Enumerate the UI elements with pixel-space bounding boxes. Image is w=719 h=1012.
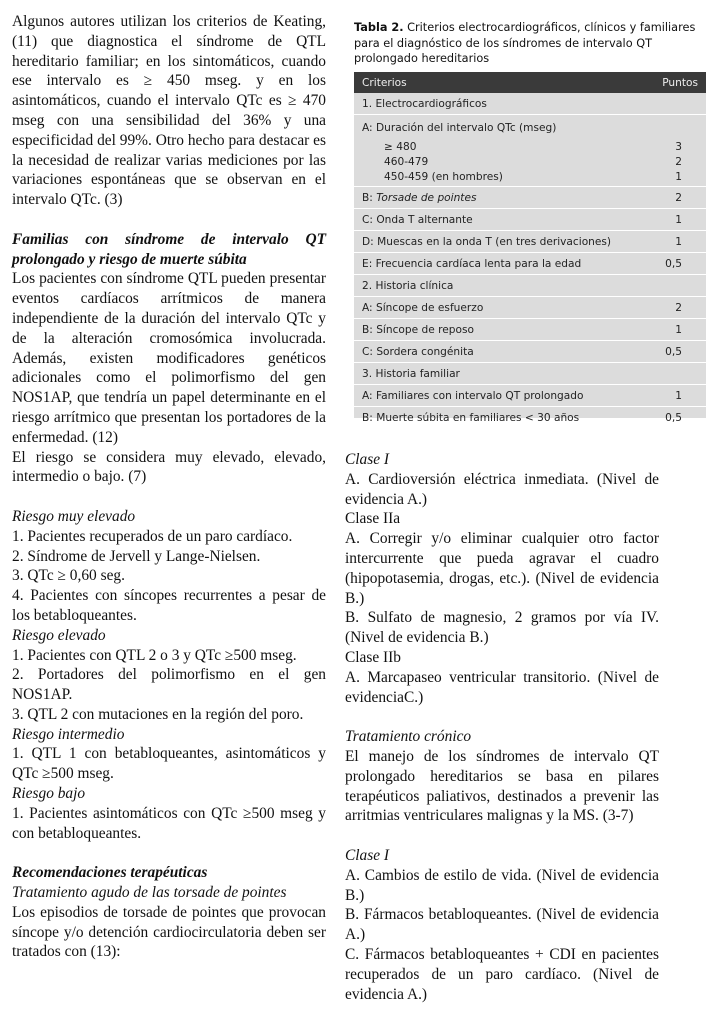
table-row: ≥ 480 3 xyxy=(384,140,682,153)
recommendation-item: C. Fármacos betabloqueantes + CDI en pacientes recuperados de un paro cardíaco. (Nivel de evidencia A.) xyxy=(345,945,659,1003)
table-row: 450-459 (en hombres) 1 xyxy=(384,170,682,183)
table-row: A: Familiares con intervalo QT prolongado 1 xyxy=(362,389,682,402)
table-row: D: Muescas en la onda T (en tres derivaciones) 1 xyxy=(362,235,682,248)
list-item: 2. Portadores del polimorfismo en el gen NOS1AP. xyxy=(12,666,326,704)
list-item: 4. Pacientes con síncopes recurrentes a pesar de los betabloqueantes. xyxy=(12,587,326,624)
table-row: B: Torsade de pointes 2 xyxy=(362,191,682,204)
class-heading: Clase I xyxy=(345,846,390,864)
list-item: 1. Pacientes asintomáticos con QTc ≥500 mseg y con betabloqueantes. xyxy=(12,804,326,842)
recommendation-item: A. Corregir y/o eliminar cualquier otro factor intercurrente que pueda agravar el cuadro (hipopotasemia, drogas, etc.). (Nivel de evidencia B.) xyxy=(345,530,659,607)
table-row: C: Sordera congénita 0,5 xyxy=(362,345,682,358)
recommendation-item: A. Marcapaseo ventricular transitorio. (Nivel de evidenciaC.) xyxy=(345,668,659,706)
list-item: 3. QTL 2 con mutaciones en la región del poro. xyxy=(12,705,304,723)
recommendation-item: A. Cardioversión eléctrica inmediata. (Nivel de evidencia A.) xyxy=(345,470,659,508)
table-row: E: Frecuencia cardíaca lenta para la edad 0,5 xyxy=(362,257,682,270)
body-paragraph: El manejo de los síndromes de intervalo QT prolongado hereditarios se basa en pilares terapéuticos paliativos, destinados a prevenir las arritmias ventriculares malignas y la MS. (3-7) xyxy=(345,747,659,825)
risk-heading-intermediate: Riesgo intermedio xyxy=(12,725,125,743)
risk-heading-high: Riesgo elevado xyxy=(12,626,106,644)
intro-paragraph: Algunos autores utilizan los criterios de Keating, (11) que diagnostica el síndrome de QTL hereditario familiar; en los sintomáticos, cuando ese intervalo es ≥ 450 mseg. y en los asintomáticos, cuando el intervalo QTc es ≥ 470 mseg con una sensibilidad del 36% y una especificidad del 99%. Otro hecho para destacar es la necesidad de realizar varias mediciones por las variaciones espontáneas que se observan en el intervalo QTc. (3) xyxy=(12,13,326,209)
risk-heading-very-high: Riesgo muy elevado xyxy=(12,507,136,525)
table-row: A: Síncope de esfuerzo 2 xyxy=(362,301,682,314)
criteria-table xyxy=(354,72,706,424)
list-item: 1. QTL 1 con betabloqueantes, asintomáticos y QTc ≥500 mseg. xyxy=(12,745,326,783)
class-heading: Clase I xyxy=(345,451,390,468)
table-section-family: 3. Historia familiar xyxy=(362,367,460,380)
subheading-acute-treatment: Tratamiento agudo de las torsade de pointes xyxy=(12,884,287,902)
recommendation-item: B. Fármacos betabloqueantes. (Nivel de evidencia A.) xyxy=(345,906,659,944)
section-heading-qt-families: Familias con síndrome de intervalo QT prolongado y riesgo de muerte súbita xyxy=(12,230,326,268)
col-header-puntos: Puntos xyxy=(662,76,698,89)
list-item: 3. QTc ≥ 0,60 seg. xyxy=(12,567,125,585)
section-heading-recommendations: Recomendaciones terapéuticas xyxy=(12,864,208,882)
subheading-chronic-treatment: Tratamiento crónico xyxy=(345,728,472,746)
recommendation-item: A. Cambios de estilo de vida. (Nivel de evidencia B.) xyxy=(345,866,659,904)
list-item: 1. Pacientes recuperados de un paro cardíaco. xyxy=(12,527,293,545)
table-section-clinical: 2. Historia clínica xyxy=(362,279,454,292)
table-section-ecg: 1. Electrocardiográficos xyxy=(362,97,487,110)
class-heading: Clase IIa xyxy=(345,510,401,528)
table-row: A: Duración del intervalo QTc (mseg) xyxy=(362,122,557,134)
table-caption-label: Tabla 2. xyxy=(354,21,404,34)
right-column xyxy=(345,450,659,1004)
table-header xyxy=(354,72,706,93)
table-caption-text: Criterios electrocardiográficos, clínicos y familiares para el diagnóstico de los síndromes de intervalo QT prolongado hereditarios xyxy=(354,21,696,65)
col-header-criterios: Criterios xyxy=(362,76,407,89)
list-item: 1. Pacientes con QTL 2 o 3 y QTc ≥500 mseg. xyxy=(12,646,297,664)
risk-heading-low: Riesgo bajo xyxy=(12,785,86,803)
table-row: 460-479 2 xyxy=(384,155,682,168)
left-column xyxy=(12,12,326,962)
table-row: B: Síncope de reposo 1 xyxy=(362,323,682,336)
body-paragraph: Los pacientes con síndrome QTL pueden presentar eventos cardíacos arrítmicos de manera independiente de la duración del intervalo QTc y de la alteración cromosómica involucrada. Además, existen modificadores genéticos adicionales como el polimorfismo del gen NOS1AP, que tendría un papel determinante en el riesgo arrítmico que presentan los portadores de la enfermedad. (12) xyxy=(12,270,326,446)
table-row: C: Onda T alternante 1 xyxy=(362,213,682,226)
table-row: B: Muerte súbita en familiares < 30 años 0,5 xyxy=(362,411,682,424)
body-paragraph: Los episodios de torsade de pointes que provocan síncope y/o detención cardiocirculatoria deben ser tratados con (13): xyxy=(12,903,326,961)
table-caption xyxy=(354,20,710,67)
class-heading: Clase IIb xyxy=(345,648,401,666)
body-paragraph: El riesgo se considera muy elevado, elevado, intermedio o bajo. (7) xyxy=(12,448,326,486)
recommendation-item: B. Sulfato de magnesio, 2 gramos por vía IV. (Nivel de evidencia B.) xyxy=(345,609,659,647)
list-item: 2. Síndrome de Jervell y Lange-Nielsen. xyxy=(12,547,261,565)
